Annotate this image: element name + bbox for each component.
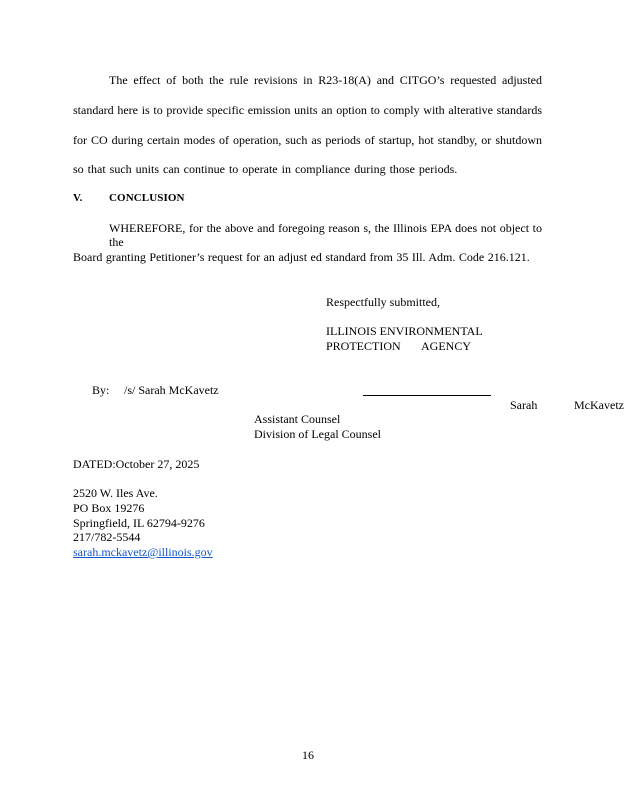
dated-line xyxy=(73,457,199,471)
electronic-signature: /s/ Sarah McKavetz xyxy=(124,383,219,397)
paragraph-1-line-4: so that such units can continue to operate in compliance during those periods. xyxy=(73,162,458,176)
contact-phone: 217/782-5544 xyxy=(73,530,141,544)
by-label: By: xyxy=(92,383,110,397)
paragraph-2-line-1: WHEREFORE, for the above and foregoing reason s, the Illinois EPA does not object to the xyxy=(109,221,542,250)
paragraph-1-line-3: for CO during certain modes of operation, such as periods of startup, hot standby, or shutdown xyxy=(73,133,542,147)
signature-line xyxy=(363,395,491,396)
signer-last-name: McKavetz xyxy=(574,398,624,412)
address-city: Springfield, IL 62794-9276 xyxy=(73,516,205,530)
agency-name-line-2: PROTECTION AGENCY xyxy=(326,339,472,353)
signer-first-name: Sarah xyxy=(510,398,538,412)
contact-email-link[interactable]: sarah.mckavetz@illinois.gov xyxy=(73,545,213,559)
dated-value: October 27, 2025 xyxy=(115,457,200,471)
section-title: CONCLUSION xyxy=(109,192,185,204)
dated-label: DATED: xyxy=(73,457,116,471)
signer-division: Division of Legal Counsel xyxy=(254,427,381,441)
address-street: 2520 W. Iles Ave. xyxy=(73,486,158,500)
signer-title: Assistant Counsel xyxy=(254,412,341,426)
address-po-box: PO Box 19276 xyxy=(73,501,145,515)
page-number: 16 xyxy=(302,748,314,762)
paragraph-1-line-2: standard here is to provide specific emission units an option to comply with alterative standards xyxy=(73,103,542,117)
agency-name-line-1: ILLINOIS ENVIRONMENTAL xyxy=(326,324,483,338)
closing-text: Respectfully submitted, xyxy=(326,295,440,309)
section-number: V. xyxy=(73,192,83,204)
paragraph-1-line-1: The effect of both the rule revisions in R23-18(A) and CITGO’s requested adjusted xyxy=(109,73,542,87)
paragraph-2-line-2: Board granting Petitioner’s request for an adjust ed standard from 35 Ill. Adm. Code 216.121. xyxy=(73,250,530,264)
